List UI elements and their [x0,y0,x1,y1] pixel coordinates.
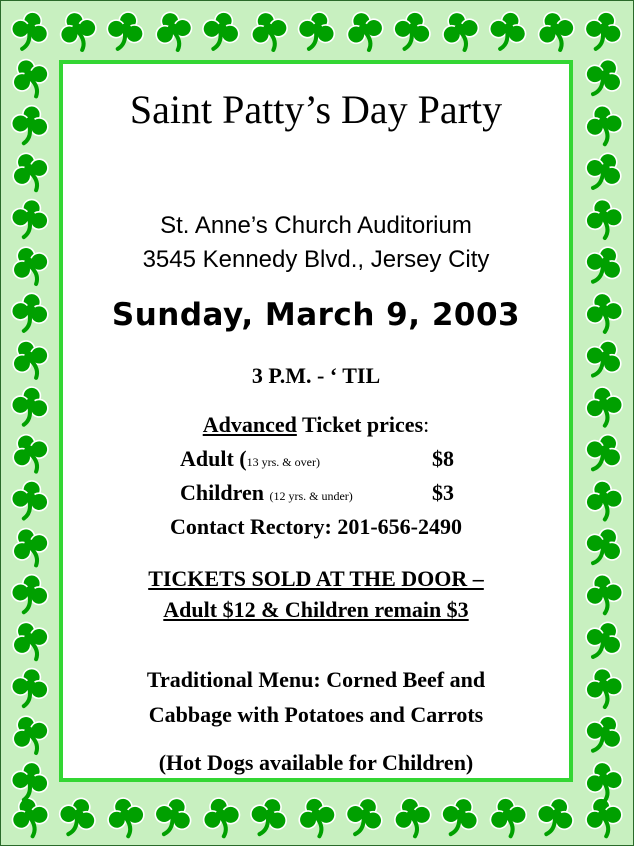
shamrock-icon [6,53,55,103]
door-line-1: TICKETS SOLD AT THE DOOR – [148,566,484,591]
prices-heading-colon: : [423,412,430,437]
shamrock-icon [9,478,52,522]
children-label-text: Children [180,480,264,505]
shamrock-icon [532,793,579,842]
shamrock-icon [485,8,530,55]
shamrock-icon [579,709,628,759]
venue-block [59,209,573,277]
flyer-title: Saint Patty’s Day Party [129,87,503,132]
shamrock-icon [579,53,628,103]
shamrock-icon [9,384,52,428]
children-price: $3 [432,480,454,505]
shamrock-icon [246,7,293,56]
children-label [180,476,353,513]
adult-label-text: Adult ( [180,446,247,471]
shamrock-icon [583,759,626,803]
shamrock-icon [6,709,55,759]
children-price-row [59,476,573,510]
shamrock-icon [579,240,628,290]
adult-note: 13 yrs. & over) [246,455,320,469]
shamrock-icon [6,240,55,290]
shamrock-icon [198,8,243,55]
hot-dogs-note: (Hot Dogs available for Children) [158,750,474,775]
shamrock-icon [7,8,52,55]
shamrock-icon [294,794,339,841]
shamrock-icon [9,196,52,240]
ticket-prices [59,408,573,544]
shamrock-icon [103,8,148,55]
shamrock-icon [579,428,628,478]
contact-line: Contact Rectory: 201-656-2490 [169,514,463,539]
adult-price: $8 [432,446,454,471]
shamrock-icon [6,146,55,196]
shamrock-icon [583,103,626,147]
shamrock-icon [9,572,52,616]
menu-line-1: Traditional Menu: Corned Beef and [146,667,486,692]
prices-heading-advanced: Advanced [202,412,297,437]
shamrock-icon [436,793,483,842]
shamrock-icon [149,793,196,842]
shamrock-icon [581,8,626,55]
shamrock-icon [6,522,55,572]
shamrock-icon [8,794,53,841]
shamrock-icon [583,196,626,240]
venue-name: St. Anne’s Church Auditorium [160,212,472,239]
shamrock-icon [486,794,531,841]
shamrock-icon [341,7,388,56]
prices-heading [59,408,573,442]
menu-line-2: Cabbage with Potatoes and Carrots [148,702,484,727]
door-tickets [59,563,573,625]
shamrock-icon [437,7,484,56]
shamrock-icon [6,428,55,478]
shamrock-icon [579,615,628,665]
shamrock-icon [245,793,292,842]
shamrock-icon [54,793,101,842]
shamrock-icon [579,334,628,384]
shamrock-icon [54,7,101,56]
shamrock-icon [9,665,52,709]
event-time: 3 P.M. - ‘ TIL [251,363,381,388]
shamrock-icon [341,793,388,842]
shamrock-icon [390,794,435,841]
shamrock-icon [294,8,339,55]
shamrock-icon [199,794,244,841]
shamrock-icon [6,334,55,384]
shamrock-icon [583,478,626,522]
children-note: (12 yrs. & under) [269,489,353,503]
shamrock-icon [583,384,626,428]
adult-label [180,442,320,479]
shamrock-icon [579,522,628,572]
shamrock-icon [579,146,628,196]
shamrock-icon [103,794,148,841]
adult-price-row [59,442,573,476]
menu-block [59,662,573,732]
shamrock-icon [532,7,579,56]
shamrock-icon [390,8,435,55]
shamrock-icon [583,665,626,709]
venue-address: 3545 Kennedy Blvd., Jersey City [142,246,490,273]
shamrock-icon [9,759,52,803]
shamrock-icon [583,572,626,616]
shamrock-icon [150,7,197,56]
prices-heading-rest: Ticket prices [296,412,424,437]
shamrock-icon [9,103,52,147]
event-date: Sunday, March 9, 2003 [111,297,521,333]
shamrock-icon [6,615,55,665]
shamrock-icon [583,290,626,334]
door-line-2: Adult $12 & Children remain $3 [163,597,469,622]
shamrock-icon [9,290,52,334]
